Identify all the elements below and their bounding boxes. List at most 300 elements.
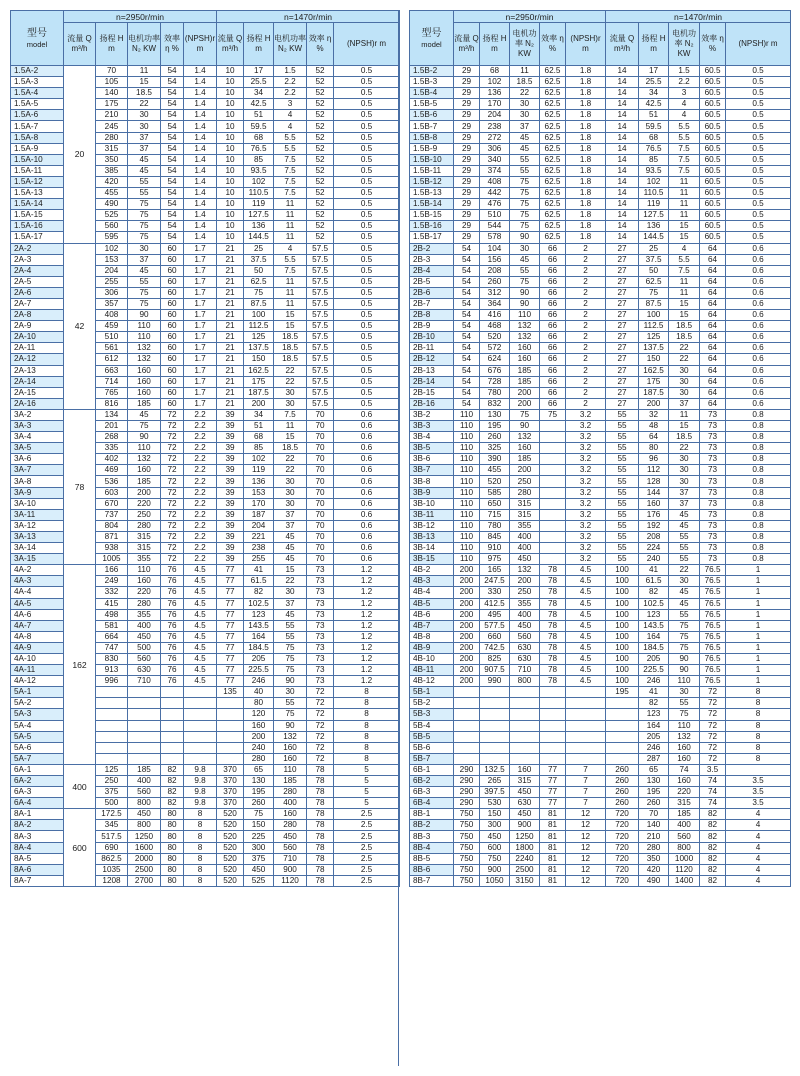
value-cell: [128, 687, 161, 698]
value-cell: 22: [669, 565, 700, 576]
value-cell: 55: [606, 487, 639, 498]
value-cell: 150: [639, 354, 669, 365]
value-cell: 0.5: [334, 88, 400, 99]
value-cell: 73: [700, 476, 726, 487]
value-cell: 205: [639, 653, 669, 664]
value-cell: 1.4: [184, 88, 217, 99]
value-cell: 255: [96, 276, 128, 287]
value-cell: 64: [700, 265, 726, 276]
value-cell: 1: [726, 642, 791, 653]
value-cell: 2700: [128, 875, 161, 886]
value-cell: 54: [454, 265, 480, 276]
value-cell: 110: [128, 443, 161, 454]
value-cell: 1.5: [274, 66, 307, 77]
value-cell: 27: [606, 332, 639, 343]
value-cell: 70: [307, 432, 334, 443]
value-cell: 245: [96, 121, 128, 132]
table-row: [410, 620, 791, 631]
value-cell: 30: [669, 365, 700, 376]
value-cell: 68: [480, 66, 510, 77]
value-cell: 1.4: [184, 165, 217, 176]
value-cell: 2: [566, 343, 606, 354]
value-cell: 195: [480, 421, 510, 432]
value-cell: 15: [669, 232, 700, 243]
value-cell: 39: [217, 543, 244, 554]
value-cell: 200: [454, 665, 480, 676]
value-cell: 72: [307, 742, 334, 753]
value-cell: 1: [726, 565, 791, 576]
value-cell: 75: [128, 232, 161, 243]
value-cell: 0.5: [334, 265, 400, 276]
value-cell: 51: [639, 110, 669, 121]
value-cell: 200: [454, 598, 480, 609]
value-cell: 76: [161, 620, 184, 631]
value-cell: 2500: [128, 864, 161, 875]
value-cell: 520: [480, 476, 510, 487]
value-cell: 132: [510, 321, 540, 332]
value-cell: 60: [161, 376, 184, 387]
model-cell: 1.5B-3: [410, 77, 454, 88]
value-cell: 0.6: [726, 376, 791, 387]
value-cell: 14: [606, 199, 639, 210]
value-cell: 82: [700, 809, 726, 820]
value-cell: 18.5: [274, 354, 307, 365]
value-cell: 75: [128, 199, 161, 210]
value-cell: 238: [480, 121, 510, 132]
value-cell: 1.8: [566, 176, 606, 187]
value-cell: 60.5: [700, 121, 726, 132]
value-cell: 160: [669, 742, 700, 753]
model-cell: 4B-9: [410, 642, 454, 653]
value-cell: [480, 753, 510, 764]
value-cell: 72: [307, 753, 334, 764]
value-cell: 82: [639, 587, 669, 598]
value-cell: 175: [639, 376, 669, 387]
value-cell: 455: [96, 188, 128, 199]
value-cell: 87.5: [639, 298, 669, 309]
value-cell: 3.2: [566, 409, 606, 420]
value-cell: 355: [128, 554, 161, 565]
value-cell: 82: [700, 842, 726, 853]
value-cell: 1.8: [566, 232, 606, 243]
value-cell: 30: [669, 376, 700, 387]
value-cell: 5: [334, 787, 400, 798]
value-cell: 100: [606, 631, 639, 642]
value-cell: 80: [161, 853, 184, 864]
value-cell: 280: [274, 820, 307, 831]
value-cell: 165: [480, 565, 510, 576]
value-cell: 7.5: [274, 265, 307, 276]
value-cell: 1050: [480, 875, 510, 886]
model-cell: 4A-5: [11, 598, 64, 609]
value-cell: 1.2: [334, 642, 400, 653]
value-cell: 280: [639, 842, 669, 853]
value-cell: 74: [700, 776, 726, 787]
value-cell: 0.5: [334, 154, 400, 165]
value-cell: [184, 687, 217, 698]
value-cell: 110: [454, 409, 480, 420]
value-cell: 280: [274, 787, 307, 798]
value-cell: 1.7: [184, 287, 217, 298]
table-row: [410, 831, 791, 842]
value-cell: 34: [244, 409, 274, 420]
value-cell: 72: [307, 731, 334, 742]
value-cell: [217, 720, 244, 731]
value-cell: 2: [566, 365, 606, 376]
value-cell: 8: [184, 820, 217, 831]
value-cell: 1.7: [184, 276, 217, 287]
value-cell: 78: [307, 875, 334, 886]
value-cell: 25: [639, 243, 669, 254]
value-cell: 1.4: [184, 121, 217, 132]
value-cell: 25.5: [244, 77, 274, 88]
value-cell: 64: [700, 310, 726, 321]
value-cell: 21: [217, 354, 244, 365]
model-cell: 3B-12: [410, 520, 454, 531]
value-cell: 1.8: [566, 188, 606, 199]
value-cell: 73: [307, 576, 334, 587]
value-cell: 11: [669, 199, 700, 210]
value-cell: 54: [454, 298, 480, 309]
value-cell: 670: [96, 498, 128, 509]
value-cell: 73: [307, 598, 334, 609]
value-cell: 3.2: [566, 454, 606, 465]
value-cell: 14: [606, 210, 639, 221]
value-cell: 52: [307, 232, 334, 243]
value-cell: 900: [510, 820, 540, 831]
value-cell: 73: [307, 653, 334, 664]
value-cell: 30: [669, 476, 700, 487]
table-row: [410, 875, 791, 886]
value-cell: 66: [540, 376, 566, 387]
value-cell: 3.2: [566, 520, 606, 531]
table-row: [410, 853, 791, 864]
model-cell: 8B-6: [410, 864, 454, 875]
value-cell: [184, 698, 217, 709]
value-cell: 11: [274, 221, 307, 232]
value-cell: 57.5: [307, 321, 334, 332]
value-cell: 10: [217, 77, 244, 88]
model-cell: 5A-5: [11, 731, 64, 742]
value-cell: 134: [96, 409, 128, 420]
value-cell: 81: [540, 809, 566, 820]
value-cell: 1400: [669, 875, 700, 886]
value-cell: 14: [606, 143, 639, 154]
value-cell: 127.5: [244, 210, 274, 221]
value-cell: 450: [480, 831, 510, 842]
value-cell: 75: [510, 210, 540, 221]
value-cell: 66: [540, 387, 566, 398]
value-cell: 72: [161, 509, 184, 520]
table-row: [410, 143, 791, 154]
value-cell: 184.5: [639, 642, 669, 653]
value-cell: [96, 709, 128, 720]
value-cell: 2.5: [334, 864, 400, 875]
value-cell: 73: [307, 620, 334, 631]
value-cell: 11: [128, 66, 161, 77]
value-cell: 64: [700, 354, 726, 365]
value-cell: [606, 742, 639, 753]
value-cell: 14: [606, 221, 639, 232]
value-cell: 185: [510, 376, 540, 387]
value-cell: 75: [274, 665, 307, 676]
value-cell: 10: [217, 88, 244, 99]
model-cell: 3A-15: [11, 554, 64, 565]
value-cell: 22: [274, 365, 307, 376]
value-cell: 51: [244, 110, 274, 121]
value-cell: 62.5: [540, 221, 566, 232]
value-cell: 40: [244, 687, 274, 698]
table-row: [410, 132, 791, 143]
value-cell: 75: [128, 221, 161, 232]
value-cell: 1.4: [184, 110, 217, 121]
value-cell: 81: [540, 853, 566, 864]
value-cell: 130: [480, 409, 510, 420]
value-cell: 2.5: [334, 809, 400, 820]
value-cell: 76: [161, 676, 184, 687]
value-cell: 52: [307, 66, 334, 77]
value-cell: 57.5: [307, 354, 334, 365]
value-cell: 187.5: [639, 387, 669, 398]
value-cell: 110: [128, 332, 161, 343]
value-cell: 0.6: [726, 298, 791, 309]
value-cell: 30: [274, 398, 307, 409]
value-cell: 0.5: [726, 88, 791, 99]
value-cell: 110: [454, 476, 480, 487]
value-cell: 160: [639, 498, 669, 509]
value-cell: [161, 753, 184, 764]
value-cell: 132: [128, 454, 161, 465]
value-cell: [540, 487, 566, 498]
flow-group-cell: 42: [64, 243, 96, 409]
model-cell: 1.5A-2: [11, 66, 64, 77]
value-cell: 54: [161, 132, 184, 143]
value-cell: 21: [217, 332, 244, 343]
value-cell: 120: [244, 709, 274, 720]
value-cell: 66: [540, 287, 566, 298]
value-cell: 75: [540, 409, 566, 420]
value-cell: 2: [566, 387, 606, 398]
value-cell: 66: [540, 254, 566, 265]
value-cell: 27: [606, 287, 639, 298]
model-cell: 2A-14: [11, 376, 64, 387]
value-cell: 90: [274, 676, 307, 687]
value-cell: 77: [217, 665, 244, 676]
value-cell: 110: [669, 720, 700, 731]
value-cell: [96, 687, 128, 698]
model-cell: 3A-10: [11, 498, 64, 509]
value-cell: 0.5: [726, 199, 791, 210]
value-cell: 1.8: [566, 77, 606, 88]
model-cell: 2B-6: [410, 287, 454, 298]
value-cell: 3: [274, 99, 307, 110]
value-cell: 2: [566, 332, 606, 343]
value-cell: 240: [639, 554, 669, 565]
value-cell: 45: [510, 132, 540, 143]
value-cell: 238: [244, 543, 274, 554]
value-cell: 630: [510, 642, 540, 653]
value-cell: 54: [454, 365, 480, 376]
value-cell: 30: [274, 387, 307, 398]
value-cell: 73: [307, 565, 334, 576]
value-cell: 75: [510, 276, 540, 287]
value-cell: [454, 742, 480, 753]
table-row: [410, 798, 791, 809]
value-cell: 2.5: [334, 842, 400, 853]
value-cell: 420: [96, 176, 128, 187]
value-cell: 72: [700, 698, 726, 709]
value-cell: 34: [244, 88, 274, 99]
value-cell: 355: [510, 520, 540, 531]
value-cell: 62.5: [540, 199, 566, 210]
value-cell: 7.5: [669, 165, 700, 176]
value-cell: 37: [669, 398, 700, 409]
value-cell: 123: [639, 709, 669, 720]
value-cell: 0.5: [334, 287, 400, 298]
value-cell: 110: [510, 310, 540, 321]
value-cell: 7: [566, 798, 606, 809]
value-cell: 52: [307, 88, 334, 99]
value-cell: 4.5: [184, 576, 217, 587]
col-flow: 流量 Q m³/h: [217, 23, 244, 66]
value-cell: 200: [244, 398, 274, 409]
value-cell: 200: [510, 576, 540, 587]
value-cell: 14: [606, 121, 639, 132]
value-cell: 4.5: [184, 598, 217, 609]
col-flow: 流量 Q m³/h: [64, 23, 96, 66]
value-cell: 64: [700, 243, 726, 254]
value-cell: 21: [217, 310, 244, 321]
model-cell: 2A-8: [11, 310, 64, 321]
value-cell: 64: [700, 332, 726, 343]
col-head: 扬程 H m: [480, 23, 510, 66]
value-cell: 136: [480, 88, 510, 99]
value-cell: [606, 731, 639, 742]
value-cell: 4.5: [566, 587, 606, 598]
value-cell: 62.5: [540, 176, 566, 187]
model-cell: 8B-7: [410, 875, 454, 886]
speed-2950-header: n=2950r/min: [64, 11, 217, 23]
value-cell: 8: [334, 698, 400, 709]
model-cell: 3A-11: [11, 509, 64, 520]
value-cell: 804: [96, 520, 128, 531]
value-cell: 55: [606, 421, 639, 432]
value-cell: 520: [217, 842, 244, 853]
table-row: [410, 787, 791, 798]
value-cell: 64: [700, 398, 726, 409]
value-cell: [217, 753, 244, 764]
value-cell: [606, 709, 639, 720]
value-cell: 200: [454, 576, 480, 587]
value-cell: 2.2: [184, 465, 217, 476]
value-cell: 0.5: [726, 99, 791, 110]
value-cell: 4.5: [184, 665, 217, 676]
value-cell: 75: [128, 421, 161, 432]
model-cell: 4A-4: [11, 587, 64, 598]
value-cell: 2.2: [274, 77, 307, 88]
value-cell: 195: [606, 687, 639, 698]
value-cell: 21: [217, 387, 244, 398]
value-cell: [128, 742, 161, 753]
value-cell: 1.8: [566, 199, 606, 210]
value-cell: 0.5: [334, 254, 400, 265]
table-row: [410, 66, 791, 77]
value-cell: 1.7: [184, 332, 217, 343]
value-cell: [540, 554, 566, 565]
value-cell: 4.5: [566, 631, 606, 642]
value-cell: [540, 531, 566, 542]
value-cell: 0.6: [726, 354, 791, 365]
value-cell: 8: [334, 720, 400, 731]
value-cell: 75: [669, 709, 700, 720]
value-cell: 8: [726, 742, 791, 753]
model-cell: 1.5B-5: [410, 99, 454, 110]
value-cell: [217, 698, 244, 709]
value-cell: 370: [217, 764, 244, 775]
value-cell: 70: [307, 531, 334, 542]
model-cell: 1.5A-9: [11, 143, 64, 154]
value-cell: 1.7: [184, 265, 217, 276]
value-cell: 1.7: [184, 298, 217, 309]
table-row: [410, 543, 791, 554]
value-cell: 78: [307, 764, 334, 775]
value-cell: 1.8: [566, 110, 606, 121]
value-cell: 37: [128, 132, 161, 143]
value-cell: 55: [606, 543, 639, 554]
value-cell: 2.2: [184, 432, 217, 443]
value-cell: 73: [700, 409, 726, 420]
value-cell: [510, 698, 540, 709]
value-cell: 76.5: [700, 620, 726, 631]
value-cell: 260: [606, 798, 639, 809]
value-cell: 2240: [510, 853, 540, 864]
value-cell: 41: [244, 565, 274, 576]
value-cell: 55: [669, 531, 700, 542]
value-cell: 72: [161, 487, 184, 498]
value-cell: 128: [639, 476, 669, 487]
value-cell: 72: [161, 454, 184, 465]
value-cell: 0.5: [334, 343, 400, 354]
value-cell: 0.5: [334, 298, 400, 309]
value-cell: 78: [540, 598, 566, 609]
value-cell: 0.5: [334, 376, 400, 387]
value-cell: 37: [510, 121, 540, 132]
table-row: [410, 554, 791, 565]
value-cell: 250: [510, 476, 540, 487]
value-cell: [184, 731, 217, 742]
value-cell: 4: [669, 243, 700, 254]
value-cell: 272: [480, 132, 510, 143]
value-cell: 185: [128, 398, 161, 409]
value-cell: 255: [244, 554, 274, 565]
value-cell: 80: [639, 443, 669, 454]
model-cell: 5A-1: [11, 687, 64, 698]
value-cell: 0.5: [726, 210, 791, 221]
value-cell: 1.4: [184, 143, 217, 154]
value-cell: 1.7: [184, 365, 217, 376]
table-row: [410, 731, 791, 742]
value-cell: 54: [161, 99, 184, 110]
value-cell: 55: [606, 531, 639, 542]
value-cell: 72: [161, 409, 184, 420]
model-cell: 1.5B-7: [410, 121, 454, 132]
value-cell: 21: [217, 254, 244, 265]
value-cell: 720: [606, 809, 639, 820]
model-cell: 4A-9: [11, 642, 64, 653]
value-cell: 3.2: [566, 543, 606, 554]
value-cell: 52: [307, 188, 334, 199]
value-cell: 60: [161, 276, 184, 287]
